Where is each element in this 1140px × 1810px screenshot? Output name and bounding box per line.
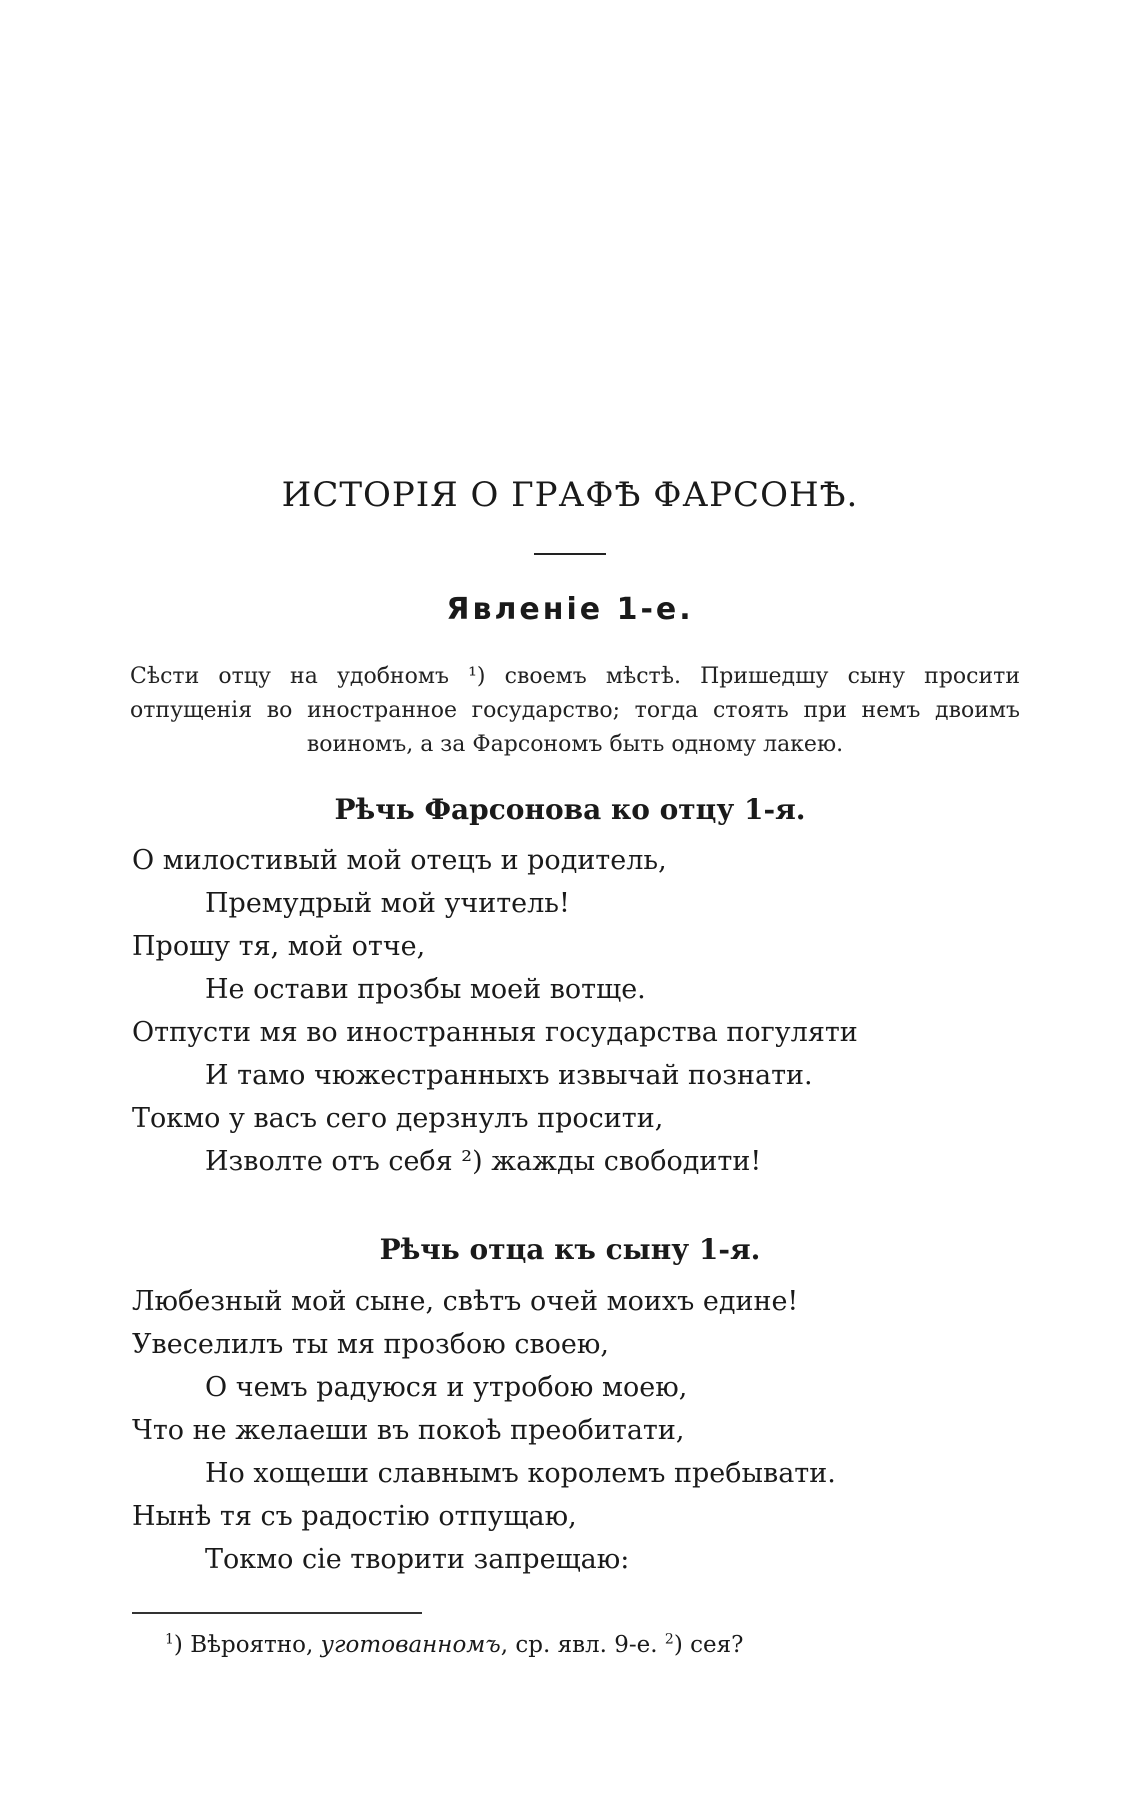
verse-line: Но хощеши славнымъ королемъ пребывати. bbox=[205, 1458, 836, 1489]
verse-line: Токмо сіе творити запрещаю: bbox=[205, 1544, 630, 1575]
verse-line: О милостивый мой отецъ и родитель, bbox=[132, 845, 667, 876]
verse-line: Нынѣ тя съ радостію отпущаю, bbox=[132, 1501, 577, 1532]
verse-line: Увеселилъ ты мя прозбою своею, bbox=[132, 1329, 609, 1360]
footnote-text: , ср. явл. 9-е. bbox=[500, 1632, 665, 1658]
verse-line: Премудрый мой учитель! bbox=[205, 888, 570, 919]
verse-line: Любезный мой сыне, свѣтъ очей моихъ едине! bbox=[132, 1286, 799, 1317]
page-title: ИСТОРІЯ О ГРАФѢ ФАРСОНѢ. bbox=[281, 475, 859, 515]
footnote-italic-word: уготованномъ bbox=[320, 1632, 501, 1658]
footnote-marker: 1 bbox=[165, 1631, 174, 1648]
scene-heading: Явленіе 1-е. bbox=[446, 592, 694, 627]
footnote bbox=[165, 1632, 743, 1658]
verse-line: Токмо у васъ сего дерзнулъ просити, bbox=[132, 1103, 664, 1134]
verse-line: И тамо чюжестранныхъ извычай познати. bbox=[205, 1060, 813, 1091]
verse-line: О чемъ радуюся и утробою моею, bbox=[205, 1372, 688, 1403]
verse-line: Что не желаеши въ покоѣ преобитати, bbox=[132, 1415, 685, 1446]
verse-line: Не остави прозбы моей вотще. bbox=[205, 974, 646, 1005]
verse-line: Отпусти мя во иностранныя государства погуляти bbox=[132, 1017, 858, 1048]
speech-heading-farson: Рѣчь Фарсонова ко отцу 1-я. bbox=[334, 793, 806, 826]
footnote-marker: 2 bbox=[664, 1631, 674, 1648]
footnote-text: ) сея? bbox=[673, 1632, 744, 1658]
footnote-text: ) Вѣроятно, bbox=[173, 1632, 321, 1658]
stage-direction: Сѣсти отцу на удобномъ ¹) своемъ мѣстѣ. Пришедшу сыну просити отпущенія во иностранное государство; тогда стоять при немъ двоимъ воиномъ, а за Фарсономъ быть одному лакею. bbox=[130, 664, 1020, 757]
verse-line: Прошу тя, мой отче, bbox=[132, 931, 426, 962]
verse-line: Изволте отъ себя ²) жажды свободити! bbox=[205, 1146, 762, 1177]
speech-heading-father: Рѣчь отца къ сыну 1-я. bbox=[379, 1233, 761, 1266]
title-divider bbox=[534, 553, 606, 555]
footnote-divider bbox=[132, 1612, 422, 1614]
